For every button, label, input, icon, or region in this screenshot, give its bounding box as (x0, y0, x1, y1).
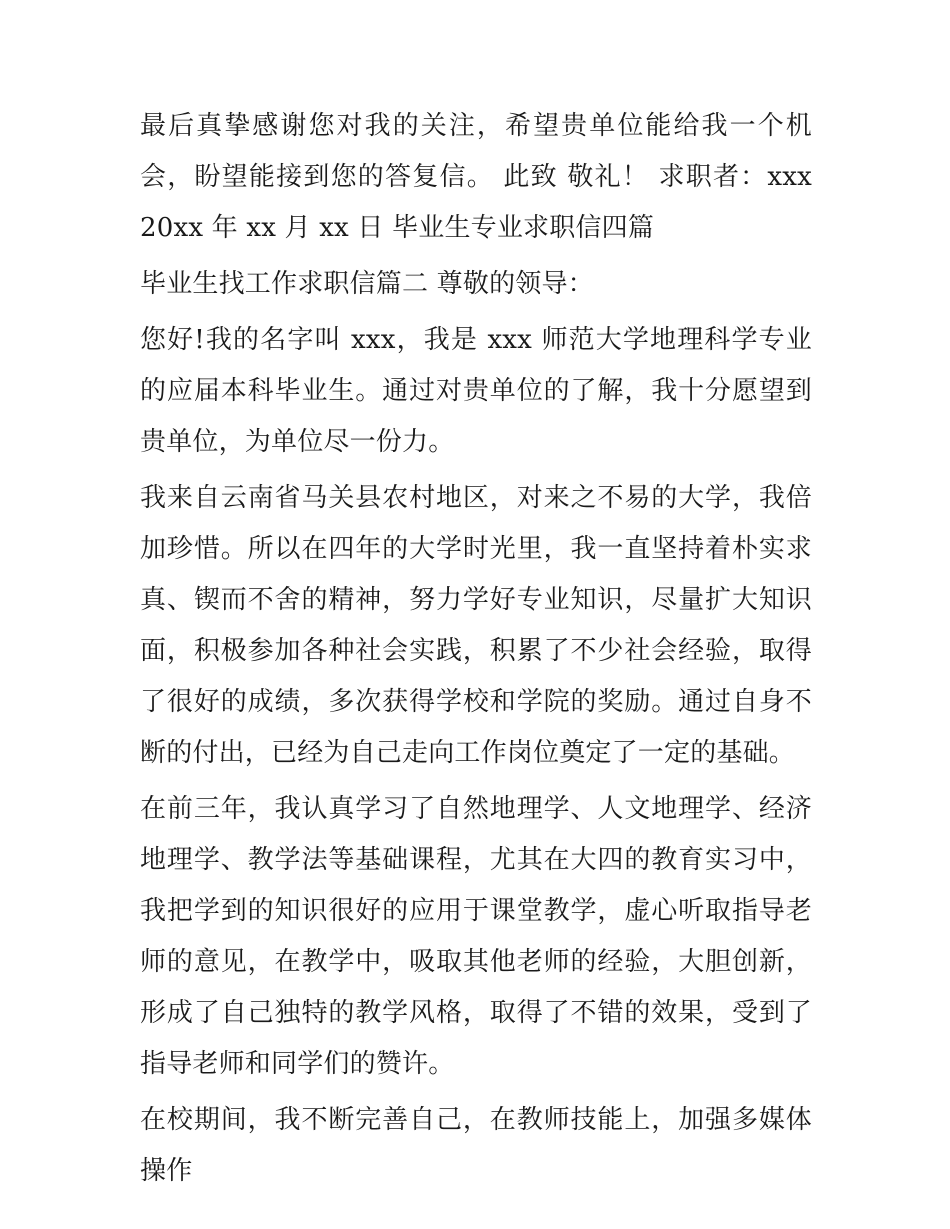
paragraph-background: 我来自云南省马关县农村地区，对来之不易的大学，我倍加珍惜。所以在四年的大学时光里，我一直坚持着朴实求真、锲而不舍的精神，努力学好专业知识，尽量扩大知识面，积极参加各种社会实践，积累了不少社会经验，取得了很好的成绩，多次获得学校和学院的奖励。通过自身不断的付出，已经为自己走向工作岗位奠定了一定的基础。 (140, 483, 812, 768)
document-body (140, 101, 812, 1202)
paragraph-letter-heading: 毕业生找工作求职信篇二 尊敬的领导： (140, 269, 594, 299)
paragraph-skills: 在校期间，我不断完善自己，在教师技能上，加强多媒体操作 (140, 1105, 812, 1186)
paragraph-introduction: 您好!我的名字叫 xxx，我是 xxx 师范大学地理科学专业的应届本科毕业生。通过对贵单位的了解，我十分愿望到贵单位，为单位尽一份力。 (140, 325, 812, 457)
paragraph-studies: 在前三年，我认真学习了自然地理学、人文地理学、经济地理学、教学法等基础课程，尤其在大四的教育实习中，我把学到的知识很好的应用于课堂教学，虚心听取指导老师的意见，在教学中，吸取其他老师的经验，大胆创新，形成了自己独特的教学风格，取得了不错的效果，受到了指导老师和同学们的赞许。 (140, 794, 812, 1079)
paragraph-closing: 最后真挚感谢您对我的关注，希望贵单位能给我一个机会，盼望能接到您的答复信。 此致 敬礼！ 求职者：xxx 20xx 年 xx 月 xx 日 毕业生专业求职信四篇 (140, 111, 812, 243)
